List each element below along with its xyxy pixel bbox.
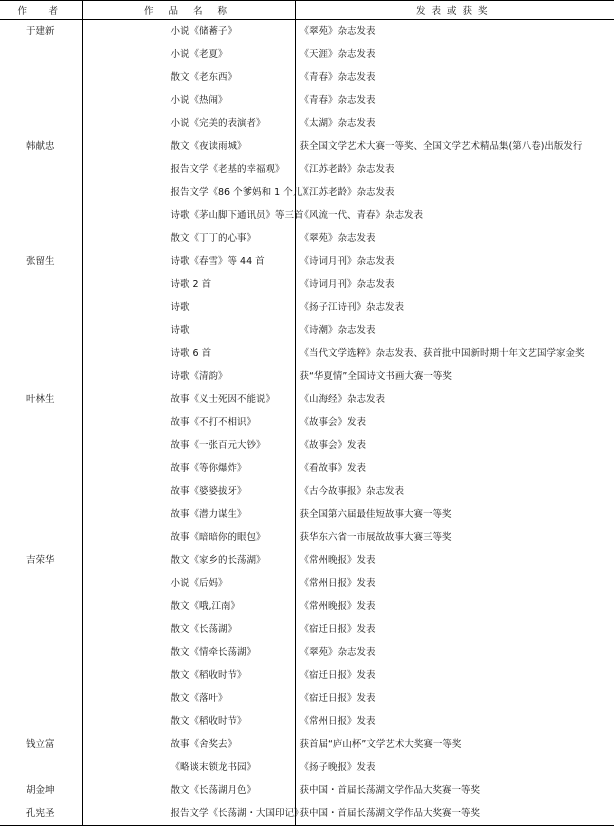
- award-cell: 《风流一代、青春》杂志发表: [295, 204, 614, 227]
- author-cell: [0, 181, 82, 204]
- author-cell: [0, 411, 82, 434]
- author-cell: [0, 204, 82, 227]
- work-cell: 诗歌《春雪》等 44 首: [82, 250, 295, 273]
- table-row: [0, 296, 614, 319]
- award-cell: 《故事会》发表: [295, 411, 614, 434]
- work-cell: 故事《婆婆拔牙》: [82, 480, 295, 503]
- author-cell: [0, 434, 82, 457]
- table-row: [0, 733, 614, 756]
- table-row: [0, 503, 614, 526]
- header-author: 作 者: [0, 1, 82, 20]
- award-cell: 《看故事》发表: [295, 457, 614, 480]
- table-row: [0, 365, 614, 388]
- work-cell: 故事《一张百元大钞》: [82, 434, 295, 457]
- award-cell: 《扬子晚报》发表: [295, 756, 614, 779]
- award-cell: 《青春》杂志发表: [295, 66, 614, 89]
- work-cell: 故事《等你爆炸》: [82, 457, 295, 480]
- table-row: [0, 20, 614, 44]
- award-cell: 《诗词月刊》杂志发表: [295, 250, 614, 273]
- award-cell: 获中国・首届长荡湖文学作品大奖赛一等奖: [295, 779, 614, 802]
- author-cell: [0, 664, 82, 687]
- header-award: 发表或获奖: [295, 1, 614, 20]
- table-row: [0, 549, 614, 572]
- award-cell: 《宿迁日报》发表: [295, 687, 614, 710]
- work-cell: 散文《情牵长荡湖》: [82, 641, 295, 664]
- work-cell: 散文《哦,江南》: [82, 595, 295, 618]
- author-cell: 叶林生: [26, 393, 55, 405]
- work-cell: 故事《不打不相识》: [82, 411, 295, 434]
- award-cell: 《故事会》发表: [295, 434, 614, 457]
- table-row: [0, 779, 614, 802]
- table-row: [0, 756, 614, 779]
- award-cell: 《宿迁日报》发表: [295, 664, 614, 687]
- award-cell: 《江苏老龄》杂志发表: [295, 158, 614, 181]
- author-cell: [0, 66, 82, 89]
- author-cell: [0, 43, 82, 66]
- work-cell: 散文《夜读雨城》: [82, 135, 295, 158]
- work-cell: 诗歌 2 首: [82, 273, 295, 296]
- table-row: [0, 526, 614, 549]
- table-row: [0, 342, 614, 365]
- table-row: [0, 158, 614, 181]
- award-cell: 获“华夏情”全国诗文书画大赛一等奖: [295, 365, 614, 388]
- work-cell: 诗歌《清韵》: [82, 365, 295, 388]
- work-cell: 散文《长荡湖》: [82, 618, 295, 641]
- work-cell: 诗歌: [82, 319, 295, 342]
- work-cell: 散文《稻收时节》: [82, 710, 295, 733]
- award-cell: 《古今故事报》杂志发表: [295, 480, 614, 503]
- author-cell: 钱立富: [26, 738, 55, 750]
- table-row: [0, 411, 614, 434]
- table-row: [0, 181, 614, 204]
- work-cell: 报告文学《长荡湖・大国印记》: [82, 802, 295, 826]
- work-cell: 小说《老夏》: [82, 43, 295, 66]
- author-cell: [0, 342, 82, 365]
- author-cell: [0, 480, 82, 503]
- award-cell: 《常州晚报》发表: [295, 595, 614, 618]
- work-cell: 报告文学《老基的幸福观》: [82, 158, 295, 181]
- work-cell: 小说《储蓄子》: [82, 20, 295, 44]
- table-row: [0, 89, 614, 112]
- award-cell: 《宿迁日报》发表: [295, 618, 614, 641]
- table-row: [0, 595, 614, 618]
- work-cell: 故事《潜力谋生》: [82, 503, 295, 526]
- table-row: [0, 388, 614, 411]
- table-row: [0, 204, 614, 227]
- author-cell: 韩献忠: [26, 140, 55, 152]
- award-cell: 《青春》杂志发表: [295, 89, 614, 112]
- work-cell: 小说《热闹》: [82, 89, 295, 112]
- table-row: [0, 457, 614, 480]
- author-cell: [0, 756, 82, 779]
- award-cell: 《山海经》杂志发表: [295, 388, 614, 411]
- award-cell: 获全国第六届最佳短故事大赛一等奖: [295, 503, 614, 526]
- table-row: [0, 273, 614, 296]
- author-cell: [0, 595, 82, 618]
- header-work: 作 品 名 称: [82, 1, 295, 20]
- author-cell: [0, 641, 82, 664]
- award-cell: 获华东六省一市展故故事大赛三等奖: [295, 526, 614, 549]
- author-cell: [0, 572, 82, 595]
- work-cell: 故事《义士死因不能说》: [82, 388, 295, 411]
- work-cell: 诗歌: [82, 296, 295, 319]
- table-row: [0, 66, 614, 89]
- award-cell: 《当代文学选粹》杂志发表、获首批中国新时期十年文艺国学家金奖: [295, 342, 614, 365]
- author-cell: [0, 319, 82, 342]
- table-row: [0, 250, 614, 273]
- award-cell: 《常州晚报》发表: [295, 549, 614, 572]
- table-row: [0, 319, 614, 342]
- author-cell: [0, 273, 82, 296]
- table-body: [0, 20, 614, 826]
- author-cell: 于建新: [26, 25, 55, 37]
- table-row: [0, 687, 614, 710]
- award-cell: 《诗潮》杂志发表: [295, 319, 614, 342]
- work-cell: 报告文学《86 个爹妈和 1 个儿》: [82, 181, 295, 204]
- award-cell: 《常州日报》发表: [295, 710, 614, 733]
- author-cell: 胡金坤: [26, 784, 55, 796]
- table-row: [0, 227, 614, 250]
- author-cell: [0, 227, 82, 250]
- award-cell: 《诗词月刊》杂志发表: [295, 273, 614, 296]
- work-cell: 诗歌 6 首: [82, 342, 295, 365]
- work-cell: 小说《后妈》: [82, 572, 295, 595]
- work-cell: 《略谈末锁龙书园》: [82, 756, 295, 779]
- award-cell: 获中国・首届长荡湖文学作品大奖赛一等奖: [295, 802, 614, 826]
- author-cell: [0, 710, 82, 733]
- work-cell: 故事《舍奖去》: [82, 733, 295, 756]
- author-cell: 吉荣华: [26, 554, 55, 566]
- author-cell: [0, 296, 82, 319]
- work-cell: 散文《丁丁的心事》: [82, 227, 295, 250]
- award-cell: 《天涯》杂志发表: [295, 43, 614, 66]
- author-cell: [0, 112, 82, 135]
- author-cell: [0, 687, 82, 710]
- award-cell: 《扬子江诗刊》杂志发表: [295, 296, 614, 319]
- award-cell: 《翠苑》杂志发表: [295, 20, 614, 44]
- table-row: [0, 618, 614, 641]
- author-cell: [0, 365, 82, 388]
- work-cell: 散文《家乡的长荡湖》: [82, 549, 295, 572]
- author-cell: [0, 89, 82, 112]
- work-cell: 散文《落叶》: [82, 687, 295, 710]
- author-cell: 张留生: [26, 255, 55, 267]
- table-row: [0, 710, 614, 733]
- author-cell: [0, 503, 82, 526]
- award-cell: 《常州日报》发表: [295, 572, 614, 595]
- table-row: [0, 43, 614, 66]
- award-cell: 《翠苑》杂志发表: [295, 641, 614, 664]
- header-row: [0, 1, 614, 20]
- award-cell: 获首届“庐山杯”文学艺术大奖赛一等奖: [295, 733, 614, 756]
- table-row: [0, 135, 614, 158]
- table-row: [0, 802, 614, 826]
- award-cell: 获全国文学艺术大赛一等奖、全国文学艺术精品集(第八卷)出版发行: [295, 135, 614, 158]
- award-cell: 《翠苑》杂志发表: [295, 227, 614, 250]
- table-row: [0, 664, 614, 687]
- table-row: [0, 112, 614, 135]
- author-cell: [0, 526, 82, 549]
- work-cell: 小说《完美的表演者》: [82, 112, 295, 135]
- work-cell: 故事《暗暗你的眼包》: [82, 526, 295, 549]
- work-cell: 散文《老东西》: [82, 66, 295, 89]
- author-cell: [0, 158, 82, 181]
- table-row: [0, 641, 614, 664]
- table-row: [0, 572, 614, 595]
- table-row: [0, 480, 614, 503]
- work-cell: 散文《稻收时节》: [82, 664, 295, 687]
- author-cell: 孔宪圣: [26, 807, 55, 819]
- author-cell: [0, 457, 82, 480]
- work-cell: 诗歌《茅山脚下通讯员》等三首: [82, 204, 295, 227]
- author-cell: [0, 618, 82, 641]
- work-cell: 散文《长荡湖月色》: [82, 779, 295, 802]
- award-cell: 《江苏老龄》杂志发表: [295, 181, 614, 204]
- table-row: [0, 434, 614, 457]
- award-cell: 《太湖》杂志发表: [295, 112, 614, 135]
